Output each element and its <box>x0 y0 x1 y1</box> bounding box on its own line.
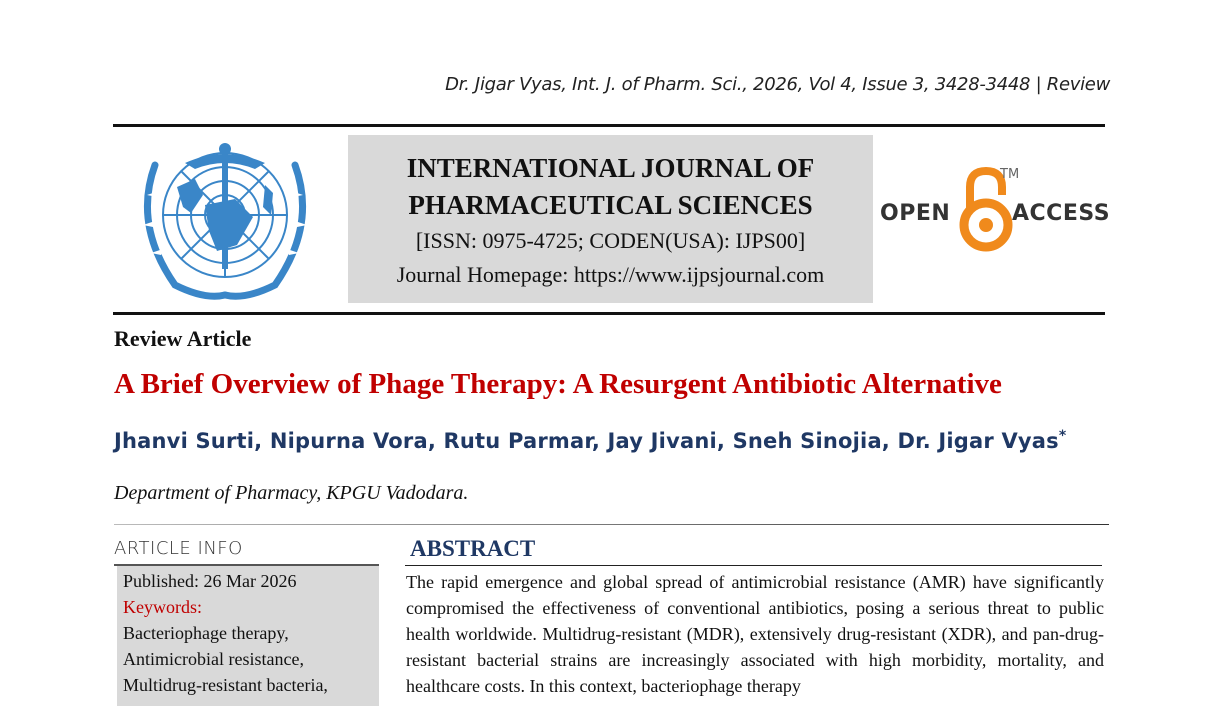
abstract-text: The rapid emergence and global spread of antimicrobial resistance (AMR) have significantly compromised the effectiveness of conventional antibiotics, posing a serious threat to public health worldwide. Multidrug-resistant (MDR), extensively drug-resistant (XDR), and pan-drug-resistant bacterial strains are increasingly associated with high morbidity, mortality, and healthcare costs. In this context, bacteriophage therapy <box>406 572 1104 696</box>
article-type-label: Review Article <box>114 326 252 351</box>
journal-masthead-box <box>348 135 873 303</box>
article-info-box <box>117 566 379 706</box>
author-list: Jhanvi Surti, Nipurna Vora, Rutu Parmar, Jay Jivani, Sneh Sinojia, Dr. Jigar Vyas <box>114 429 1059 453</box>
section-divider <box>114 524 1109 525</box>
abstract-heading: ABSTRACT <box>410 536 536 561</box>
keyword-item: Antimicrobial resistance, <box>123 649 304 669</box>
journal-emblem-icon <box>125 135 325 305</box>
abstract-rule <box>405 565 1102 566</box>
article-authors <box>114 428 1066 453</box>
masthead-top-rule <box>113 124 1105 127</box>
article-title: A Brief Overview of Phage Therapy: A Resurgent Antibiotic Alternative <box>114 368 1002 400</box>
keyword-item: Bacteriophage therapy, <box>123 623 289 643</box>
keywords-label: Keywords: <box>123 597 202 617</box>
keyword-item: Multidrug-resistant bacteria, <box>123 675 328 695</box>
open-access-right-word: ACCESS <box>1012 201 1111 226</box>
journal-homepage-link[interactable]: Journal Homepage: https://www.ijpsjournal.com <box>396 262 825 287</box>
article-info-heading: ARTICLE INFO <box>114 538 243 559</box>
journal-citation: Dr. Jigar Vyas, Int. J. of Pharm. Sci., 2026, Vol 4, Issue 3, 3428-3448 | Review <box>445 74 1110 95</box>
journal-name-line2: PHARMACEUTICAL SCIENCES <box>408 190 813 220</box>
open-access-left-word: OPEN <box>880 201 951 226</box>
published-date: Published: 26 Mar 2026 <box>123 571 297 591</box>
masthead-bottom-rule <box>113 312 1105 315</box>
author-affiliation: Department of Pharmacy, KPGU Vadodara. <box>114 482 469 504</box>
journal-issn: [ISSN: 0975-4725; CODEN(USA): IJPS00] <box>415 228 806 253</box>
open-access-logo <box>878 165 1111 255</box>
journal-name-line1: INTERNATIONAL JOURNAL OF <box>406 153 815 183</box>
trademark-mark: TM <box>1000 167 1020 182</box>
corresponding-author-mark: * <box>1058 428 1067 444</box>
